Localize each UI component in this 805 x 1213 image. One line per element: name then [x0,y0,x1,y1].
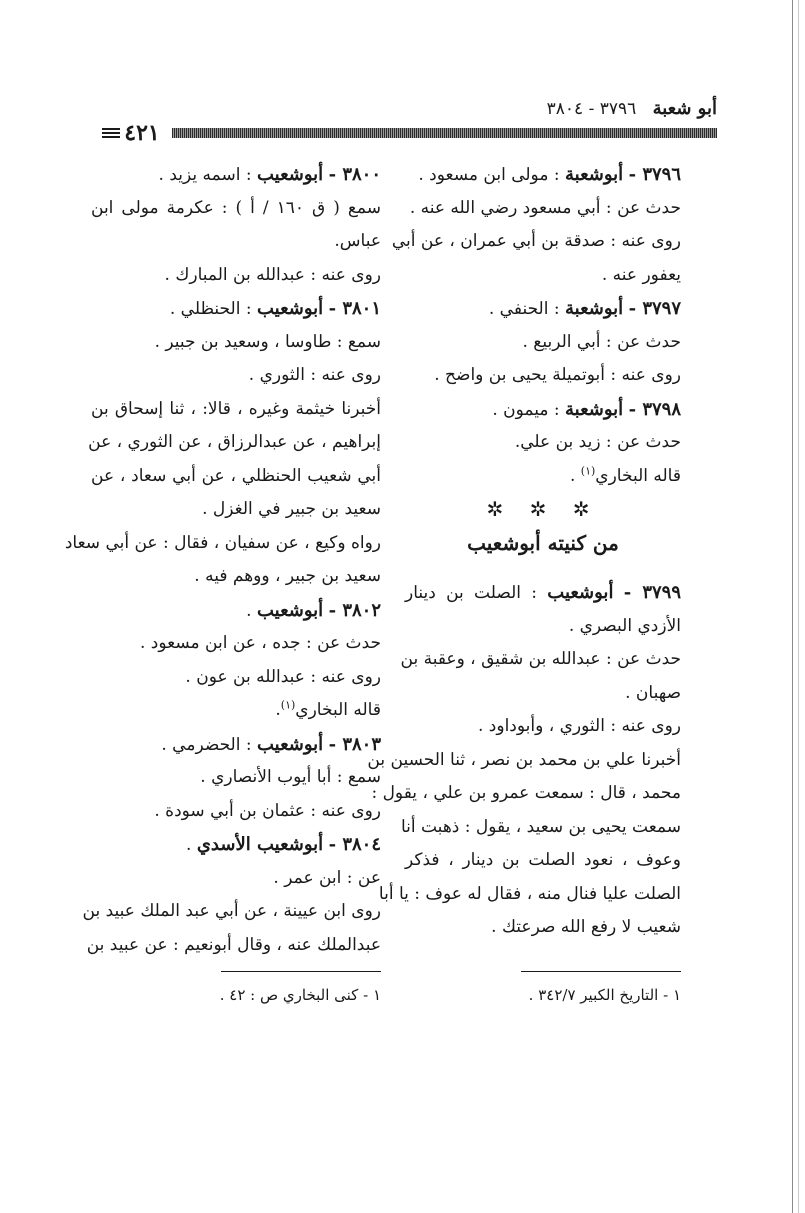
text-line [405,192,681,226]
entry-heading [405,158,681,192]
entry-text: حدث عن : أبي الربيع . [522,331,681,352]
footnote-right: ١ - التاريخ الكبير ٣٤٢/٧ . [528,986,681,1004]
text-line [64,527,381,561]
text-line [91,761,381,795]
header-rule [172,128,717,138]
entry-name: أبوشعيب [256,599,324,621]
text-line [91,259,381,293]
entry-heading [405,393,681,427]
text-line [405,844,681,878]
entry-text: سمعت يحيى بن سعيد ، يقول : ذهبت أنا [400,816,681,837]
text-line [378,878,681,912]
entry-text: أخبرنا علي بن محمد بن نصر ، ثنا الحسين بن [367,749,681,770]
text-line [91,326,381,360]
entry-description: : الحضرمي . [161,734,252,755]
entry-text: الصلت عليا فنال منه ، فقال له عوف : يا أبا [378,883,681,904]
entry-description: . [186,835,192,855]
page-number: ٤٢١ [124,120,160,146]
entry-description: : الحنفي . [488,299,560,319]
entry-text: صهبان . [625,682,681,703]
entry-description: : مولى ابن مسعود . [418,165,560,185]
entry-name: أبوشعبة [565,298,624,319]
text-line [405,710,681,744]
text-line [91,393,381,427]
text-line [371,777,681,811]
entry-heading [91,292,381,326]
entry-number: ٣٧٩٦ - [628,164,681,185]
entry-name: أبوشعيب [256,298,324,319]
text-line [82,895,381,929]
entry-name: أبوشعيب [256,164,324,185]
entry-text: وعوف ، نعود الصلت بن دينار ، فذكر [405,850,681,870]
entry-text: أبي شعيب الحنظلي ، عن أبي سعاد ، عن [91,465,381,486]
page-edge [798,0,799,1213]
entry-text: رواه وكيع ، عن سفيان ، فقال : عن أبي سعاد [64,532,381,553]
text-line [91,560,381,594]
entry-number: ٣٧٩٩ - [623,582,682,603]
entry-text: روى عنه : صدقة بن أبي عمران ، عن أبي [391,231,681,251]
text-line [405,911,681,945]
entry-text: سعيد بن جبير ، ووهم فيه . [194,566,381,586]
entry-heading [405,576,681,610]
entry-text: حدث عن : أبي مسعود رضي الله عنه . [409,197,681,218]
entry-number: ٣٨٠٢ - [328,599,381,621]
entry-number: ٣٨٠٤ - [328,834,381,855]
entry-text: سمع ( ق ١٦٠ / أ ) : عكرمة مولى ابن [91,197,381,218]
running-head-range: ٣٧٩٦ - ٣٨٠٤ [546,99,637,119]
text-line [91,661,381,695]
page-number-block [96,120,166,146]
footnote-rule [521,971,681,972]
entry-number: ٣٧٩٨ - [628,398,681,420]
entry-text: روى عنه : الثوري . [248,365,381,385]
text-line [91,225,381,259]
entry-text: قاله البخاري [595,465,681,486]
footnote-rule [221,971,381,972]
text-line [405,359,681,393]
entry-text: سمع : أبا أيوب الأنصاري . [200,767,381,787]
footnote-marker: (١) [580,463,596,477]
text-line [91,192,381,226]
entry-text: إبراهيم ، عن عبدالرزاق ، عن الثوري ، عن [88,432,381,452]
spacer [405,560,681,576]
footnote-marker: (١) [280,698,296,712]
text-line [91,795,381,829]
section-heading-text: من كنيته أبوشعيب [467,530,619,555]
entry-heading [91,594,381,628]
entry-number: ٣٨٠٣ - [328,733,381,755]
footnote-left: ١ - كنى البخاري ص : ٤٢ . [219,986,381,1004]
entry-description: . [246,600,252,621]
text-line [405,460,681,494]
text-line [400,643,681,677]
entry-text: حدث عن : جده ، عن ابن مسعود . [139,633,381,653]
entry-text: روى عنه : عثمان بن أبي سودة . [154,800,381,821]
text-line [405,259,681,293]
page-number-ornament [102,128,120,140]
text-line [405,426,681,460]
text-line [91,460,381,494]
entry-text: حدث عن : زيد بن علي. [514,432,681,452]
entry-text: أخبرنا خيثمة وغيره ، قالا: ، ثنا إسحاق بن [91,398,381,419]
section-heading [405,527,681,561]
entry-description: : اسمه يزيد . [158,165,252,185]
text-line [405,326,681,360]
entry-text: عن : ابن عمر . [273,867,381,888]
entry-text: شعيب لا رفع الله صرعتك . [491,917,681,937]
entry-text: محمد ، قال : سمعت عمرو بن علي ، يقول : [371,783,681,803]
text-line [367,744,681,778]
entry-text: روى عنه : الثوري ، وأبوداود . [477,716,681,736]
entry-text: عباس. [334,231,381,251]
text-line [88,426,381,460]
entry-text: يعفور عنه . [601,264,681,285]
entry-text: عبدالملك عنه ، وقال أبونعيم : عن عبيد بن [86,934,381,955]
entry-name: أبوشعيب [547,582,614,603]
entry-name: أبوشعبة [565,164,624,185]
running-head [547,98,717,119]
entry-text: روى عنه : أبوتميلة يحيى بن واضح . [434,365,681,385]
entry-text: سعيد بن جبير في الغزل . [202,499,381,519]
entry-text: سمع : طاوسا ، وسعيد بن جبير . [154,331,381,352]
text-line [405,610,681,644]
text-line [91,862,381,896]
stars-ornament: ✲ ✲ ✲ [486,497,600,521]
entry-text: الأزدي البصري . [568,615,681,636]
entry-text: روى عنه : عبدالله بن المبارك . [164,264,381,285]
right-column [367,158,682,945]
entry-number: ٣٨٠١ - [328,298,381,319]
entry-name: أبوشعيب الأسدي [196,834,324,855]
text-line [391,225,681,259]
text-line [405,677,681,711]
page-edge [792,0,793,1213]
text-line [91,359,381,393]
entry-name: أبوشعيب [256,733,324,755]
entry-heading [91,728,381,762]
entry-text: حدث عن : عبدالله بن شقيق ، وعقبة بن [400,649,681,669]
text-line [91,627,381,661]
entry-description: : ميمون . [492,399,560,420]
left-column [64,158,381,962]
entry-number: ٣٧٩٧ - [628,298,681,319]
section-divider [405,493,681,527]
entry-text-tail: . [275,700,281,720]
text-line [400,811,681,845]
entry-heading [405,292,681,326]
entry-heading [91,158,381,192]
entry-description: : الحنظلي . [169,299,252,319]
entry-text: روى عنه : عبدالله بن عون . [185,666,381,687]
entry-number: ٣٨٠٠ - [328,164,381,185]
text-line [91,493,381,527]
text-line [91,694,381,728]
entry-name: أبوشعبة [565,398,624,420]
entry-text: قاله البخاري [295,700,381,720]
entry-heading [91,828,381,862]
entry-text: روى ابن عيينة ، عن أبي عبد الملك عبيد بن [82,901,381,921]
running-head-title: أبو شعبة [652,98,717,119]
text-line [86,929,381,963]
entry-description: : الصلت بن دينار [405,583,537,603]
entry-text-tail: . [569,465,581,486]
